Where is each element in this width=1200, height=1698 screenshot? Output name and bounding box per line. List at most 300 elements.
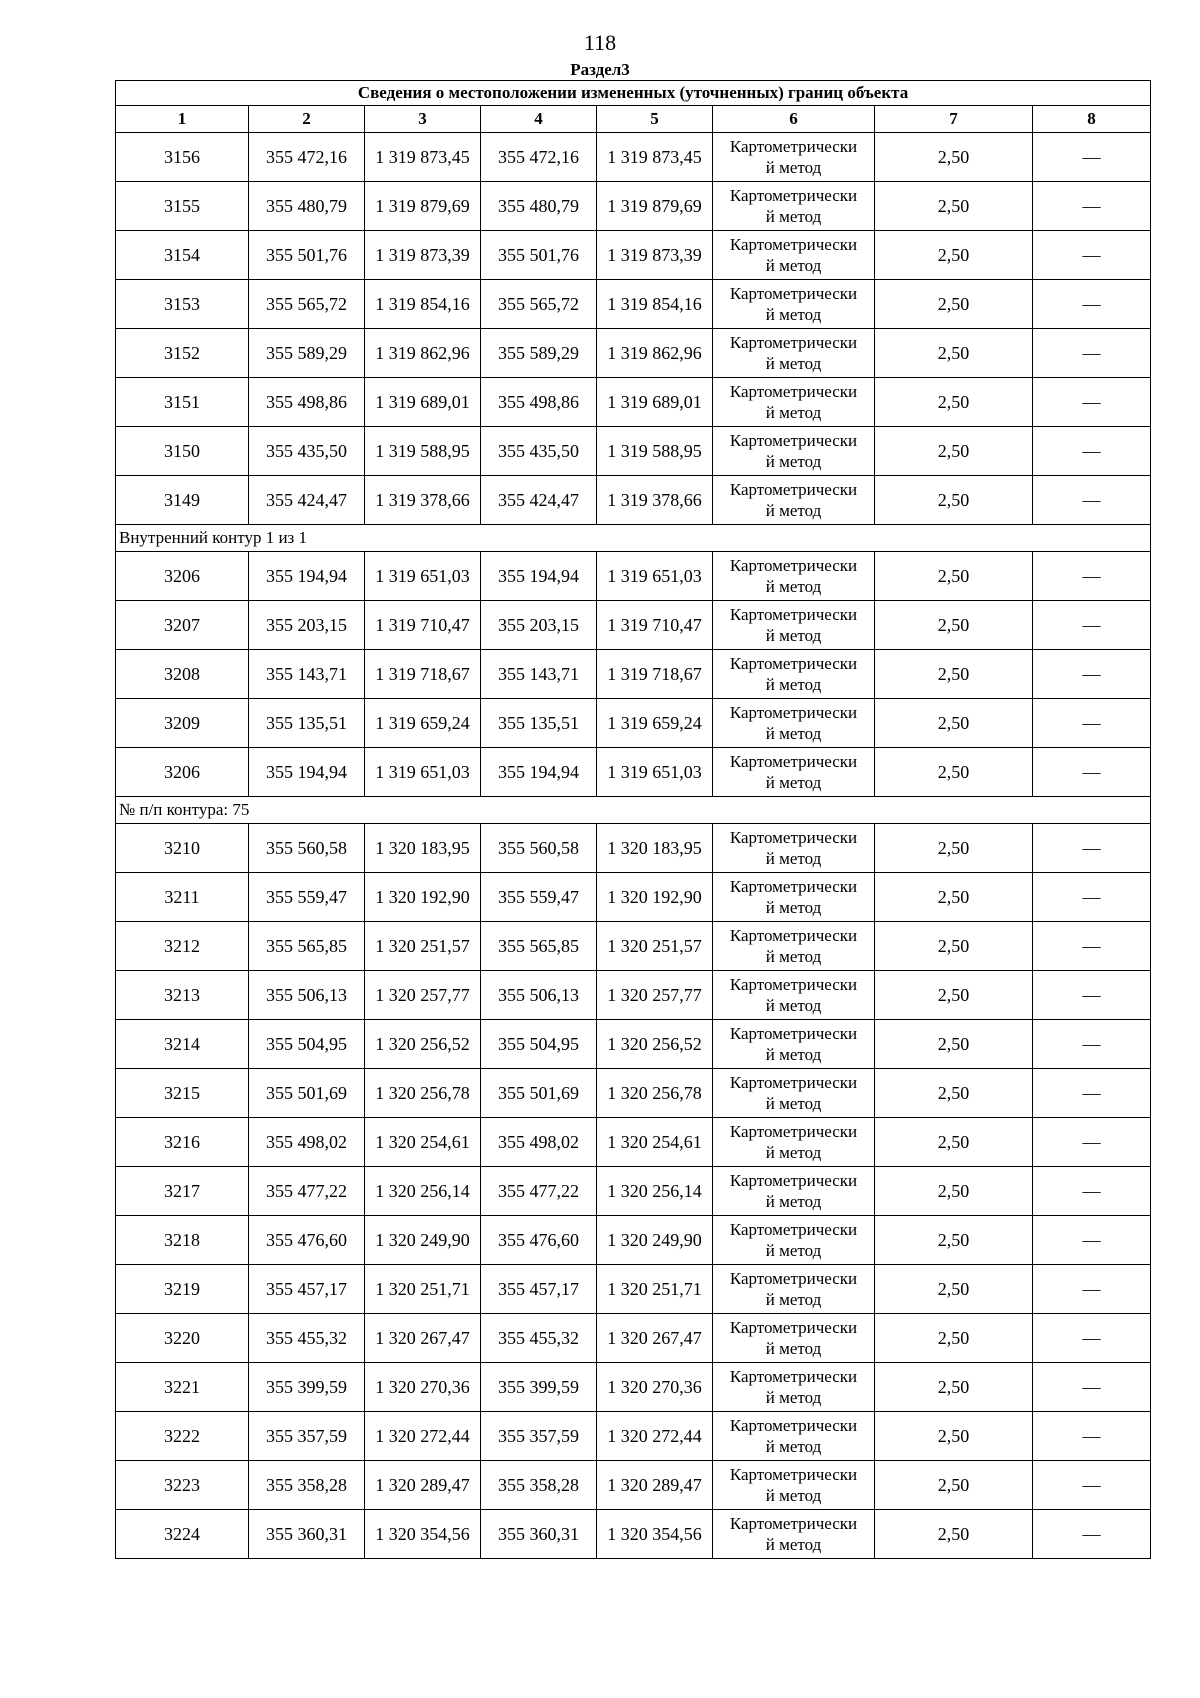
- y-coordinate-existing-cell: 1 319 710,47: [365, 601, 481, 650]
- point-number-cell: 3218: [116, 1216, 249, 1265]
- x-coordinate-updated-cell: 355 589,29: [481, 329, 597, 378]
- method-text-line: Картометрически: [729, 137, 858, 156]
- method-text-line: Картометрически: [729, 186, 858, 205]
- table-row: [116, 601, 1151, 650]
- method-text-line: й метод: [765, 675, 822, 694]
- determination-method-cell: [713, 378, 875, 427]
- x-coordinate-updated-cell: 355 560,58: [481, 824, 597, 873]
- accuracy-cell: 2,50: [875, 699, 1033, 748]
- x-coordinate-existing-cell: 355 357,59: [249, 1412, 365, 1461]
- method-text-line: Картометрически: [729, 1171, 858, 1190]
- note-dash-cell: —: [1033, 231, 1151, 280]
- note-dash-cell: —: [1033, 1510, 1151, 1559]
- determination-method-cell: [713, 133, 875, 182]
- point-number-cell: 3208: [116, 650, 249, 699]
- table-row: [116, 1069, 1151, 1118]
- accuracy-cell: 2,50: [875, 1412, 1033, 1461]
- accuracy-cell: 2,50: [875, 824, 1033, 873]
- point-number-cell: 3152: [116, 329, 249, 378]
- x-coordinate-existing-cell: 355 358,28: [249, 1461, 365, 1510]
- method-text-line: Картометрически: [729, 1318, 858, 1337]
- note-dash-cell: —: [1033, 1314, 1151, 1363]
- table-row: [116, 1265, 1151, 1314]
- point-number-cell: 3215: [116, 1069, 249, 1118]
- y-coordinate-updated-cell: 1 319 651,03: [597, 748, 713, 797]
- method-text-line: Картометрически: [729, 828, 858, 847]
- method-text-line: Картометрически: [729, 975, 858, 994]
- x-coordinate-existing-cell: 355 472,16: [249, 133, 365, 182]
- x-coordinate-updated-cell: 355 357,59: [481, 1412, 597, 1461]
- method-text-line: Картометрически: [729, 926, 858, 945]
- y-coordinate-updated-cell: 1 320 254,61: [597, 1118, 713, 1167]
- x-coordinate-updated-cell: 355 501,76: [481, 231, 597, 280]
- table-row: [116, 427, 1151, 476]
- point-number-cell: 3150: [116, 427, 249, 476]
- determination-method-cell: [713, 280, 875, 329]
- contour-heading-row: [116, 797, 1151, 824]
- column-number: 4: [481, 106, 597, 133]
- x-coordinate-updated-cell: 355 476,60: [481, 1216, 597, 1265]
- determination-method-cell: [713, 552, 875, 601]
- x-coordinate-existing-cell: 355 135,51: [249, 699, 365, 748]
- note-dash-cell: —: [1033, 1265, 1151, 1314]
- y-coordinate-updated-cell: 1 320 257,77: [597, 971, 713, 1020]
- note-dash-cell: —: [1033, 1461, 1151, 1510]
- x-coordinate-updated-cell: 355 360,31: [481, 1510, 597, 1559]
- point-number-cell: 3210: [116, 824, 249, 873]
- determination-method-cell: [713, 1412, 875, 1461]
- table-row: [116, 971, 1151, 1020]
- x-coordinate-existing-cell: 355 565,72: [249, 280, 365, 329]
- y-coordinate-existing-cell: 1 320 251,57: [365, 922, 481, 971]
- determination-method-cell: [713, 971, 875, 1020]
- method-text-line: Картометрически: [729, 556, 858, 575]
- column-number: 5: [597, 106, 713, 133]
- method-text-line: Картометрически: [729, 235, 858, 254]
- method-text-line: Картометрически: [729, 703, 858, 722]
- method-text-line: й метод: [765, 1339, 822, 1358]
- x-coordinate-existing-cell: 355 501,69: [249, 1069, 365, 1118]
- page-number: 118: [583, 30, 617, 55]
- note-dash-cell: —: [1033, 824, 1151, 873]
- note-dash-cell: —: [1033, 1412, 1151, 1461]
- table-row: [116, 699, 1151, 748]
- x-coordinate-existing-cell: 355 498,86: [249, 378, 365, 427]
- method-text-line: Картометрически: [729, 1073, 858, 1092]
- table-row: [116, 1216, 1151, 1265]
- method-text-line: Картометрически: [729, 480, 858, 499]
- y-coordinate-updated-cell: 1 320 270,36: [597, 1363, 713, 1412]
- y-coordinate-existing-cell: 1 320 256,14: [365, 1167, 481, 1216]
- note-dash-cell: —: [1033, 182, 1151, 231]
- method-text-line: й метод: [765, 256, 822, 275]
- method-text-line: й метод: [765, 158, 822, 177]
- y-coordinate-updated-cell: 1 320 256,78: [597, 1069, 713, 1118]
- method-text-line: Картометрически: [729, 1122, 858, 1141]
- y-coordinate-updated-cell: 1 320 251,71: [597, 1265, 713, 1314]
- x-coordinate-updated-cell: 355 501,69: [481, 1069, 597, 1118]
- y-coordinate-existing-cell: 1 320 254,61: [365, 1118, 481, 1167]
- table-row: [116, 748, 1151, 797]
- note-dash-cell: —: [1033, 748, 1151, 797]
- point-number-cell: 3222: [116, 1412, 249, 1461]
- x-coordinate-existing-cell: 355 480,79: [249, 182, 365, 231]
- y-coordinate-existing-cell: 1 320 192,90: [365, 873, 481, 922]
- determination-method-cell: [713, 699, 875, 748]
- note-dash-cell: —: [1033, 601, 1151, 650]
- y-coordinate-updated-cell: 1 319 718,67: [597, 650, 713, 699]
- note-dash-cell: —: [1033, 971, 1151, 1020]
- x-coordinate-updated-cell: 355 559,47: [481, 873, 597, 922]
- y-coordinate-updated-cell: 1 320 251,57: [597, 922, 713, 971]
- determination-method-cell: [713, 1216, 875, 1265]
- y-coordinate-existing-cell: 1 319 862,96: [365, 329, 481, 378]
- point-number-cell: 3153: [116, 280, 249, 329]
- note-dash-cell: —: [1033, 699, 1151, 748]
- method-text-line: й метод: [765, 501, 822, 520]
- point-number-cell: 3149: [116, 476, 249, 525]
- x-coordinate-existing-cell: 355 435,50: [249, 427, 365, 476]
- note-dash-cell: —: [1033, 1069, 1151, 1118]
- y-coordinate-updated-cell: 1 319 873,39: [597, 231, 713, 280]
- table-row: [116, 1461, 1151, 1510]
- method-text-line: Картометрически: [729, 333, 858, 352]
- y-coordinate-updated-cell: 1 319 689,01: [597, 378, 713, 427]
- method-text-line: й метод: [765, 1290, 822, 1309]
- note-dash-cell: —: [1033, 1118, 1151, 1167]
- determination-method-cell: [713, 182, 875, 231]
- point-number-cell: 3223: [116, 1461, 249, 1510]
- method-text-line: й метод: [765, 403, 822, 422]
- accuracy-cell: 2,50: [875, 1314, 1033, 1363]
- y-coordinate-existing-cell: 1 320 183,95: [365, 824, 481, 873]
- determination-method-cell: [713, 427, 875, 476]
- y-coordinate-existing-cell: 1 320 272,44: [365, 1412, 481, 1461]
- method-text-line: й метод: [765, 996, 822, 1015]
- note-dash-cell: —: [1033, 280, 1151, 329]
- column-number: 8: [1033, 106, 1151, 133]
- x-coordinate-existing-cell: 355 194,94: [249, 552, 365, 601]
- y-coordinate-existing-cell: 1 319 854,16: [365, 280, 481, 329]
- method-text-line: Картометрически: [729, 382, 858, 401]
- table-row: [116, 1167, 1151, 1216]
- y-coordinate-existing-cell: 1 319 659,24: [365, 699, 481, 748]
- y-coordinate-updated-cell: 1 319 879,69: [597, 182, 713, 231]
- table-row: [116, 378, 1151, 427]
- x-coordinate-existing-cell: 355 501,76: [249, 231, 365, 280]
- column-number: 1: [116, 106, 249, 133]
- determination-method-cell: [713, 1167, 875, 1216]
- method-text-line: Картометрически: [729, 1514, 858, 1533]
- method-text-line: й метод: [765, 1192, 822, 1211]
- method-text-line: й метод: [765, 207, 822, 226]
- y-coordinate-updated-cell: 1 319 710,47: [597, 601, 713, 650]
- accuracy-cell: 2,50: [875, 1167, 1033, 1216]
- point-number-cell: 3209: [116, 699, 249, 748]
- x-coordinate-updated-cell: 355 477,22: [481, 1167, 597, 1216]
- y-coordinate-existing-cell: 1 319 689,01: [365, 378, 481, 427]
- x-coordinate-existing-cell: 355 504,95: [249, 1020, 365, 1069]
- method-text-line: Картометрически: [729, 1220, 858, 1239]
- y-coordinate-existing-cell: 1 319 378,66: [365, 476, 481, 525]
- x-coordinate-updated-cell: 355 399,59: [481, 1363, 597, 1412]
- accuracy-cell: 2,50: [875, 133, 1033, 182]
- x-coordinate-existing-cell: 355 457,17: [249, 1265, 365, 1314]
- column-number: 2: [249, 106, 365, 133]
- accuracy-cell: 2,50: [875, 748, 1033, 797]
- note-dash-cell: —: [1033, 378, 1151, 427]
- y-coordinate-updated-cell: 1 320 289,47: [597, 1461, 713, 1510]
- method-text-line: й метод: [765, 773, 822, 792]
- y-coordinate-existing-cell: 1 320 257,77: [365, 971, 481, 1020]
- method-text-line: Картометрически: [729, 605, 858, 624]
- x-coordinate-updated-cell: 355 135,51: [481, 699, 597, 748]
- table-row: [116, 329, 1151, 378]
- determination-method-cell: [713, 1363, 875, 1412]
- x-coordinate-updated-cell: 355 203,15: [481, 601, 597, 650]
- method-text-line: Картометрически: [729, 1416, 858, 1435]
- point-number-cell: 3206: [116, 552, 249, 601]
- point-number-cell: 3219: [116, 1265, 249, 1314]
- accuracy-cell: 2,50: [875, 1216, 1033, 1265]
- method-text-line: Картометрически: [729, 1269, 858, 1288]
- x-coordinate-existing-cell: 355 565,85: [249, 922, 365, 971]
- accuracy-cell: 2,50: [875, 1510, 1033, 1559]
- table-caption: Сведения о местоположении измененных (уточненных) границ объекта: [116, 81, 1151, 106]
- determination-method-cell: [713, 231, 875, 280]
- y-coordinate-existing-cell: 1 320 249,90: [365, 1216, 481, 1265]
- x-coordinate-updated-cell: 355 358,28: [481, 1461, 597, 1510]
- accuracy-cell: 2,50: [875, 476, 1033, 525]
- determination-method-cell: [713, 1510, 875, 1559]
- method-text-line: й метод: [765, 626, 822, 645]
- y-coordinate-existing-cell: 1 319 651,03: [365, 552, 481, 601]
- method-text-line: Картометрически: [729, 1465, 858, 1484]
- method-text-line: й метод: [765, 305, 822, 324]
- contour-heading: № п/п контура: 75: [116, 797, 1151, 824]
- y-coordinate-updated-cell: 1 319 378,66: [597, 476, 713, 525]
- y-coordinate-updated-cell: 1 319 862,96: [597, 329, 713, 378]
- point-number-cell: 3220: [116, 1314, 249, 1363]
- point-number-cell: 3155: [116, 182, 249, 231]
- x-coordinate-existing-cell: 355 477,22: [249, 1167, 365, 1216]
- y-coordinate-updated-cell: 1 320 272,44: [597, 1412, 713, 1461]
- method-text-line: й метод: [765, 577, 822, 596]
- note-dash-cell: —: [1033, 1363, 1151, 1412]
- accuracy-cell: 2,50: [875, 280, 1033, 329]
- determination-method-cell: [713, 1461, 875, 1510]
- method-text-line: й метод: [765, 724, 822, 743]
- table-body: [116, 133, 1151, 1559]
- contour-heading-row: [116, 525, 1151, 552]
- x-coordinate-updated-cell: 355 506,13: [481, 971, 597, 1020]
- x-coordinate-updated-cell: 355 194,94: [481, 552, 597, 601]
- method-text-line: Картометрически: [729, 1367, 858, 1386]
- note-dash-cell: —: [1033, 552, 1151, 601]
- point-number-cell: 3151: [116, 378, 249, 427]
- accuracy-cell: 2,50: [875, 873, 1033, 922]
- accuracy-cell: 2,50: [875, 427, 1033, 476]
- point-number-cell: 3207: [116, 601, 249, 650]
- x-coordinate-existing-cell: 355 203,15: [249, 601, 365, 650]
- accuracy-cell: 2,50: [875, 1363, 1033, 1412]
- point-number-cell: 3211: [116, 873, 249, 922]
- method-text-line: й метод: [765, 452, 822, 471]
- x-coordinate-existing-cell: 355 194,94: [249, 748, 365, 797]
- x-coordinate-existing-cell: 355 143,71: [249, 650, 365, 699]
- table-row: [116, 1412, 1151, 1461]
- note-dash-cell: —: [1033, 873, 1151, 922]
- table-row: [116, 1314, 1151, 1363]
- column-number: 7: [875, 106, 1033, 133]
- x-coordinate-updated-cell: 355 424,47: [481, 476, 597, 525]
- table-row: [116, 650, 1151, 699]
- point-number-cell: 3221: [116, 1363, 249, 1412]
- boundary-coordinates-table: [115, 80, 1151, 1559]
- accuracy-cell: 2,50: [875, 378, 1033, 427]
- accuracy-cell: 2,50: [875, 601, 1033, 650]
- accuracy-cell: 2,50: [875, 1069, 1033, 1118]
- table-row: [116, 280, 1151, 329]
- table-row: [116, 922, 1151, 971]
- x-coordinate-existing-cell: 355 455,32: [249, 1314, 365, 1363]
- y-coordinate-existing-cell: 1 320 354,56: [365, 1510, 481, 1559]
- method-text-line: й метод: [765, 1094, 822, 1113]
- determination-method-cell: [713, 1118, 875, 1167]
- x-coordinate-existing-cell: 355 560,58: [249, 824, 365, 873]
- determination-method-cell: [713, 1265, 875, 1314]
- accuracy-cell: 2,50: [875, 922, 1033, 971]
- y-coordinate-updated-cell: 1 319 873,45: [597, 133, 713, 182]
- y-coordinate-updated-cell: 1 319 659,24: [597, 699, 713, 748]
- method-text-line: й метод: [765, 898, 822, 917]
- y-coordinate-updated-cell: 1 320 249,90: [597, 1216, 713, 1265]
- accuracy-cell: 2,50: [875, 1265, 1033, 1314]
- determination-method-cell: [713, 824, 875, 873]
- table-row: [116, 1510, 1151, 1559]
- y-coordinate-updated-cell: 1 320 354,56: [597, 1510, 713, 1559]
- column-number: 3: [365, 106, 481, 133]
- y-coordinate-existing-cell: 1 319 651,03: [365, 748, 481, 797]
- y-coordinate-updated-cell: 1 319 588,95: [597, 427, 713, 476]
- x-coordinate-updated-cell: 355 565,72: [481, 280, 597, 329]
- determination-method-cell: [713, 873, 875, 922]
- x-coordinate-updated-cell: 355 504,95: [481, 1020, 597, 1069]
- y-coordinate-existing-cell: 1 320 256,78: [365, 1069, 481, 1118]
- method-text-line: й метод: [765, 1486, 822, 1505]
- x-coordinate-updated-cell: 355 194,94: [481, 748, 597, 797]
- x-coordinate-updated-cell: 355 457,17: [481, 1265, 597, 1314]
- y-coordinate-existing-cell: 1 319 718,67: [365, 650, 481, 699]
- method-text-line: Картометрически: [729, 752, 858, 771]
- note-dash-cell: —: [1033, 329, 1151, 378]
- note-dash-cell: —: [1033, 1020, 1151, 1069]
- note-dash-cell: —: [1033, 133, 1151, 182]
- determination-method-cell: [713, 1020, 875, 1069]
- y-coordinate-existing-cell: 1 319 588,95: [365, 427, 481, 476]
- y-coordinate-existing-cell: 1 320 251,71: [365, 1265, 481, 1314]
- table-row: [116, 1363, 1151, 1412]
- accuracy-cell: 2,50: [875, 329, 1033, 378]
- accuracy-cell: 2,50: [875, 231, 1033, 280]
- accuracy-cell: 2,50: [875, 971, 1033, 1020]
- method-text-line: й метод: [765, 1535, 822, 1554]
- y-coordinate-existing-cell: 1 320 270,36: [365, 1363, 481, 1412]
- point-number-cell: 3216: [116, 1118, 249, 1167]
- point-number-cell: 3154: [116, 231, 249, 280]
- y-coordinate-existing-cell: 1 320 256,52: [365, 1020, 481, 1069]
- column-number-row: [116, 106, 1151, 133]
- method-text-line: Картометрически: [729, 654, 858, 673]
- y-coordinate-updated-cell: 1 320 256,14: [597, 1167, 713, 1216]
- accuracy-cell: 2,50: [875, 1020, 1033, 1069]
- y-coordinate-existing-cell: 1 319 873,39: [365, 231, 481, 280]
- method-text-line: Картометрически: [729, 284, 858, 303]
- determination-method-cell: [713, 922, 875, 971]
- determination-method-cell: [713, 1314, 875, 1363]
- y-coordinate-updated-cell: 1 320 267,47: [597, 1314, 713, 1363]
- x-coordinate-existing-cell: 355 559,47: [249, 873, 365, 922]
- y-coordinate-existing-cell: 1 320 289,47: [365, 1461, 481, 1510]
- y-coordinate-existing-cell: 1 319 873,45: [365, 133, 481, 182]
- point-number-cell: 3156: [116, 133, 249, 182]
- method-text-line: й метод: [765, 1388, 822, 1407]
- y-coordinate-updated-cell: 1 319 651,03: [597, 552, 713, 601]
- x-coordinate-existing-cell: 355 424,47: [249, 476, 365, 525]
- table-row: [116, 1020, 1151, 1069]
- accuracy-cell: 2,50: [875, 1118, 1033, 1167]
- x-coordinate-updated-cell: 355 498,02: [481, 1118, 597, 1167]
- x-coordinate-updated-cell: 355 472,16: [481, 133, 597, 182]
- table-row: [116, 476, 1151, 525]
- accuracy-cell: 2,50: [875, 552, 1033, 601]
- x-coordinate-updated-cell: 355 498,86: [481, 378, 597, 427]
- y-coordinate-updated-cell: 1 320 192,90: [597, 873, 713, 922]
- x-coordinate-existing-cell: 355 506,13: [249, 971, 365, 1020]
- point-number-cell: 3217: [116, 1167, 249, 1216]
- table-row: [116, 824, 1151, 873]
- note-dash-cell: —: [1033, 427, 1151, 476]
- method-text-line: й метод: [765, 1437, 822, 1456]
- method-text-line: й метод: [765, 947, 822, 966]
- y-coordinate-updated-cell: 1 320 183,95: [597, 824, 713, 873]
- method-text-line: й метод: [765, 849, 822, 868]
- table-row: [116, 873, 1151, 922]
- x-coordinate-updated-cell: 355 565,85: [481, 922, 597, 971]
- point-number-cell: 3224: [116, 1510, 249, 1559]
- y-coordinate-updated-cell: 1 319 854,16: [597, 280, 713, 329]
- x-coordinate-existing-cell: 355 360,31: [249, 1510, 365, 1559]
- x-coordinate-updated-cell: 355 143,71: [481, 650, 597, 699]
- point-number-cell: 3213: [116, 971, 249, 1020]
- determination-method-cell: [713, 601, 875, 650]
- table-row: [116, 182, 1151, 231]
- note-dash-cell: —: [1033, 922, 1151, 971]
- x-coordinate-existing-cell: 355 589,29: [249, 329, 365, 378]
- method-text-line: й метод: [765, 1241, 822, 1260]
- accuracy-cell: 2,50: [875, 650, 1033, 699]
- x-coordinate-updated-cell: 355 435,50: [481, 427, 597, 476]
- point-number-cell: 3214: [116, 1020, 249, 1069]
- x-coordinate-updated-cell: 355 480,79: [481, 182, 597, 231]
- table-row: [116, 231, 1151, 280]
- x-coordinate-existing-cell: 355 498,02: [249, 1118, 365, 1167]
- method-text-line: Картометрически: [729, 431, 858, 450]
- accuracy-cell: 2,50: [875, 1461, 1033, 1510]
- contour-heading: Внутренний контур 1 из 1: [116, 525, 1151, 552]
- method-text-line: й метод: [765, 1045, 822, 1064]
- method-text-line: Картометрически: [729, 877, 858, 896]
